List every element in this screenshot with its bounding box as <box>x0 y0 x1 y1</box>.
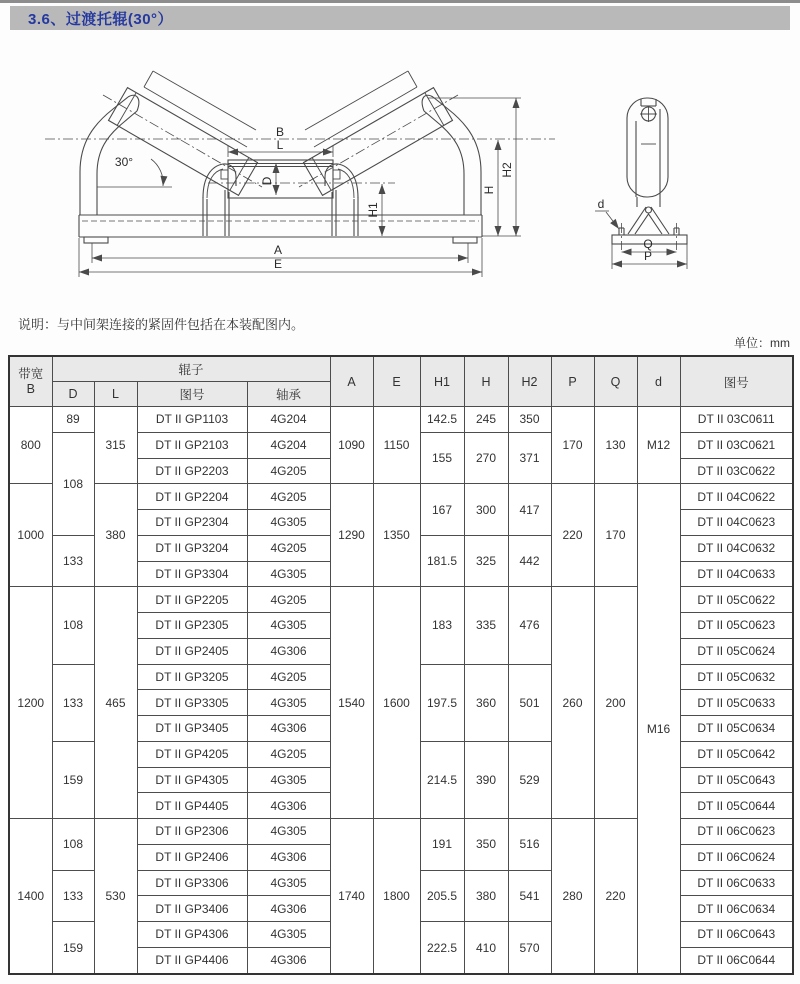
cell-H2: 501 <box>508 664 551 741</box>
cell-E: 1150 <box>373 407 420 484</box>
cell-bearing: 4G305 <box>247 870 330 896</box>
cell-H2: 529 <box>508 741 551 818</box>
dim-label-P: P <box>643 249 653 263</box>
cell-D: 133 <box>52 870 94 922</box>
dim-label-A: A <box>273 243 283 257</box>
cell-bearing: 4G305 <box>247 767 330 793</box>
col-roller-tuhao: 图号 <box>137 382 247 407</box>
cell-band: 1400 <box>9 819 52 975</box>
cell-bearing: 4G306 <box>247 716 330 742</box>
cell-L: 530 <box>94 819 137 975</box>
cell-E: 1350 <box>373 484 420 587</box>
cell-assembly-code: DT II 06C0634 <box>680 896 793 922</box>
cell-A: 1290 <box>330 484 373 587</box>
cell-A: 1090 <box>330 407 373 484</box>
cell-H1: 197.5 <box>420 664 464 741</box>
cell-H: 245 <box>464 407 508 433</box>
cell-bearing: 4G306 <box>247 844 330 870</box>
cell-bearing: 4G305 <box>247 613 330 639</box>
dim-label-E: E <box>273 257 283 271</box>
col-E: E <box>373 356 420 407</box>
cell-P: 260 <box>551 587 594 819</box>
cell-H: 360 <box>464 664 508 741</box>
technical-drawing <box>0 60 800 290</box>
cell-assembly-code: DT II 05C0642 <box>680 741 793 767</box>
cell-roller-code: DT II GP2203 <box>137 458 247 484</box>
cell-roller-code: DT II GP2405 <box>137 638 247 664</box>
cell-roller-code: DT II GP4405 <box>137 793 247 819</box>
col-D: D <box>52 382 94 407</box>
table-header <box>9 356 793 407</box>
cell-H1: 205.5 <box>420 870 464 922</box>
cell-bearing: 4G205 <box>247 484 330 510</box>
cell-assembly-code: DT II 03C0611 <box>680 407 793 433</box>
cell-roller-code: DT II GP3304 <box>137 561 247 587</box>
cell-H1: 183 <box>420 587 464 664</box>
cell-H: 350 <box>464 819 508 871</box>
cell-bearing: 4G205 <box>247 587 330 613</box>
cell-D: 133 <box>52 535 94 587</box>
cell-assembly-code: DT II 05C0622 <box>680 587 793 613</box>
cell-assembly-code: DT II 06C0643 <box>680 922 793 948</box>
cell-H1: 142.5 <box>420 407 464 433</box>
table-body <box>9 407 793 975</box>
cell-assembly-code: DT II 05C0623 <box>680 613 793 639</box>
cell-roller-code: DT II GP3306 <box>137 870 247 896</box>
cell-D: 108 <box>52 432 94 535</box>
cell-assembly-code: DT II 03C0621 <box>680 432 793 458</box>
cell-D: 159 <box>52 922 94 975</box>
cell-L: 465 <box>94 587 137 819</box>
cell-d: M12 <box>637 407 680 484</box>
cell-D: 133 <box>52 664 94 741</box>
cell-H1: 222.5 <box>420 922 464 975</box>
cell-assembly-code: DT II 06C0624 <box>680 844 793 870</box>
cell-roller-code: DT II GP2306 <box>137 819 247 845</box>
cell-roller-code: DT II GP2305 <box>137 613 247 639</box>
table-row <box>9 484 793 510</box>
cell-roller-code: DT II GP3305 <box>137 690 247 716</box>
cell-bearing: 4G205 <box>247 535 330 561</box>
spec-table-wrap <box>8 355 794 975</box>
cell-bearing: 4G204 <box>247 432 330 458</box>
col-d: d <box>637 356 680 407</box>
col-P: P <box>551 356 594 407</box>
cell-E: 1600 <box>373 587 420 819</box>
cell-Q: 170 <box>594 484 637 587</box>
cell-Q: 130 <box>594 407 637 484</box>
cell-assembly-code: DT II 04C0622 <box>680 484 793 510</box>
col-bearing: 轴承 <box>247 382 330 407</box>
cell-D: 108 <box>52 819 94 871</box>
cell-assembly-code: DT II 05C0643 <box>680 767 793 793</box>
cell-bearing: 4G305 <box>247 561 330 587</box>
cell-roller-code: DT II GP4305 <box>137 767 247 793</box>
cell-bearing: 4G305 <box>247 819 330 845</box>
cell-H1: 214.5 <box>420 741 464 818</box>
dim-label-B: B <box>275 125 285 139</box>
dim-label-Q: Q <box>643 237 653 251</box>
col-A: A <box>330 356 373 407</box>
col-H1: H1 <box>420 356 464 407</box>
cell-A: 1740 <box>330 819 373 975</box>
cell-H: 335 <box>464 587 508 664</box>
col-code: 图号 <box>680 356 793 407</box>
cell-H1: 155 <box>420 432 464 484</box>
cell-assembly-code: DT II 06C0644 <box>680 947 793 974</box>
col-H: H <box>464 356 508 407</box>
cell-D: 108 <box>52 587 94 664</box>
cell-bearing: 4G205 <box>247 664 330 690</box>
cell-roller-code: DT II GP4205 <box>137 741 247 767</box>
cell-roller-code: DT II GP2205 <box>137 587 247 613</box>
cell-H: 390 <box>464 741 508 818</box>
cell-assembly-code: DT II 06C0633 <box>680 870 793 896</box>
cell-H2: 442 <box>508 535 551 587</box>
note-text: 说明：与中间架连接的紧固件包括在本装配图内。 <box>18 317 305 332</box>
cell-roller-code: DT II GP3405 <box>137 716 247 742</box>
cell-assembly-code: DT II 05C0634 <box>680 716 793 742</box>
cell-roller-code: DT II GP1103 <box>137 407 247 433</box>
unit-label: 单位：mm <box>734 336 790 350</box>
cell-P: 280 <box>551 819 594 975</box>
spec-table <box>8 355 794 975</box>
cell-bearing: 4G205 <box>247 458 330 484</box>
cell-assembly-code: DT II 05C0644 <box>680 793 793 819</box>
cell-assembly-code: DT II 04C0633 <box>680 561 793 587</box>
col-Q: Q <box>594 356 637 407</box>
page-top-rule <box>0 0 800 3</box>
cell-band: 1200 <box>9 587 52 819</box>
side-view <box>595 98 687 269</box>
cell-E: 1800 <box>373 819 420 975</box>
cell-H1: 181.5 <box>420 535 464 587</box>
dim-label-D: D <box>260 176 274 186</box>
cell-roller-code: DT II GP2204 <box>137 484 247 510</box>
dim-label-H: H <box>482 185 496 195</box>
cell-assembly-code: DT II 04C0623 <box>680 510 793 536</box>
cell-assembly-code: DT II 05C0624 <box>680 638 793 664</box>
cell-bearing: 4G306 <box>247 947 330 974</box>
cell-H: 300 <box>464 484 508 536</box>
cell-bearing: 4G305 <box>247 510 330 536</box>
cell-bearing: 4G306 <box>247 638 330 664</box>
cell-bearing: 4G305 <box>247 690 330 716</box>
cell-H2: 541 <box>508 870 551 922</box>
cell-roller-code: DT II GP3205 <box>137 664 247 690</box>
section-title: 3.6、过渡托辊(30°） <box>28 10 174 28</box>
cell-H2: 417 <box>508 484 551 536</box>
cell-D: 159 <box>52 741 94 818</box>
cell-assembly-code: DT II 06C0623 <box>680 819 793 845</box>
cell-Q: 200 <box>594 587 637 819</box>
cell-roller-code: DT II GP3204 <box>137 535 247 561</box>
cell-bearing: 4G204 <box>247 407 330 433</box>
cell-H: 270 <box>464 432 508 484</box>
dim-label-H2: H2 <box>500 162 514 178</box>
cell-roller-code: DT II GP4306 <box>137 922 247 948</box>
col-L: L <box>94 382 137 407</box>
table-row <box>9 407 793 433</box>
cell-roller-code: DT II GP3406 <box>137 896 247 922</box>
cell-H2: 371 <box>508 432 551 484</box>
dim-label-L: L <box>276 138 284 152</box>
dim-label-d: d <box>597 197 605 211</box>
cell-assembly-code: DT II 05C0633 <box>680 690 793 716</box>
cell-assembly-code: DT II 04C0632 <box>680 535 793 561</box>
cell-bearing: 4G205 <box>247 741 330 767</box>
col-H2: H2 <box>508 356 551 407</box>
cell-H2: 570 <box>508 922 551 975</box>
cell-bearing: 4G305 <box>247 922 330 948</box>
dim-label-angle: 30° <box>114 155 134 169</box>
cell-H: 410 <box>464 922 508 975</box>
cell-L: 315 <box>94 407 137 484</box>
cell-roller-code: DT II GP2406 <box>137 844 247 870</box>
section-title-bar <box>10 6 790 30</box>
main-view <box>45 71 555 277</box>
cell-H2: 476 <box>508 587 551 664</box>
cell-H: 380 <box>464 870 508 922</box>
cell-band: 1000 <box>9 484 52 587</box>
cell-Q: 220 <box>594 819 637 975</box>
cell-P: 220 <box>551 484 594 587</box>
cell-assembly-code: DT II 05C0632 <box>680 664 793 690</box>
cell-bearing: 4G306 <box>247 896 330 922</box>
col-roller-group: 辊子 <box>52 356 330 382</box>
cell-roller-code: DT II GP2103 <box>137 432 247 458</box>
cell-L: 380 <box>94 484 137 587</box>
cell-D: 89 <box>52 407 94 433</box>
cell-bearing: 4G306 <box>247 793 330 819</box>
dim-label-H1: H1 <box>366 202 380 218</box>
cell-roller-code: DT II GP4406 <box>137 947 247 974</box>
cell-P: 170 <box>551 407 594 484</box>
cell-H1: 191 <box>420 819 464 871</box>
cell-H2: 350 <box>508 407 551 433</box>
cell-assembly-code: DT II 03C0622 <box>680 458 793 484</box>
cell-H1: 167 <box>420 484 464 536</box>
col-band: 带宽 B <box>9 356 52 407</box>
cell-d: M16 <box>637 484 680 974</box>
cell-roller-code: DT II GP2304 <box>137 510 247 536</box>
cell-H2: 516 <box>508 819 551 871</box>
cell-H: 325 <box>464 535 508 587</box>
cell-A: 1540 <box>330 587 373 819</box>
cell-band: 800 <box>9 407 52 484</box>
